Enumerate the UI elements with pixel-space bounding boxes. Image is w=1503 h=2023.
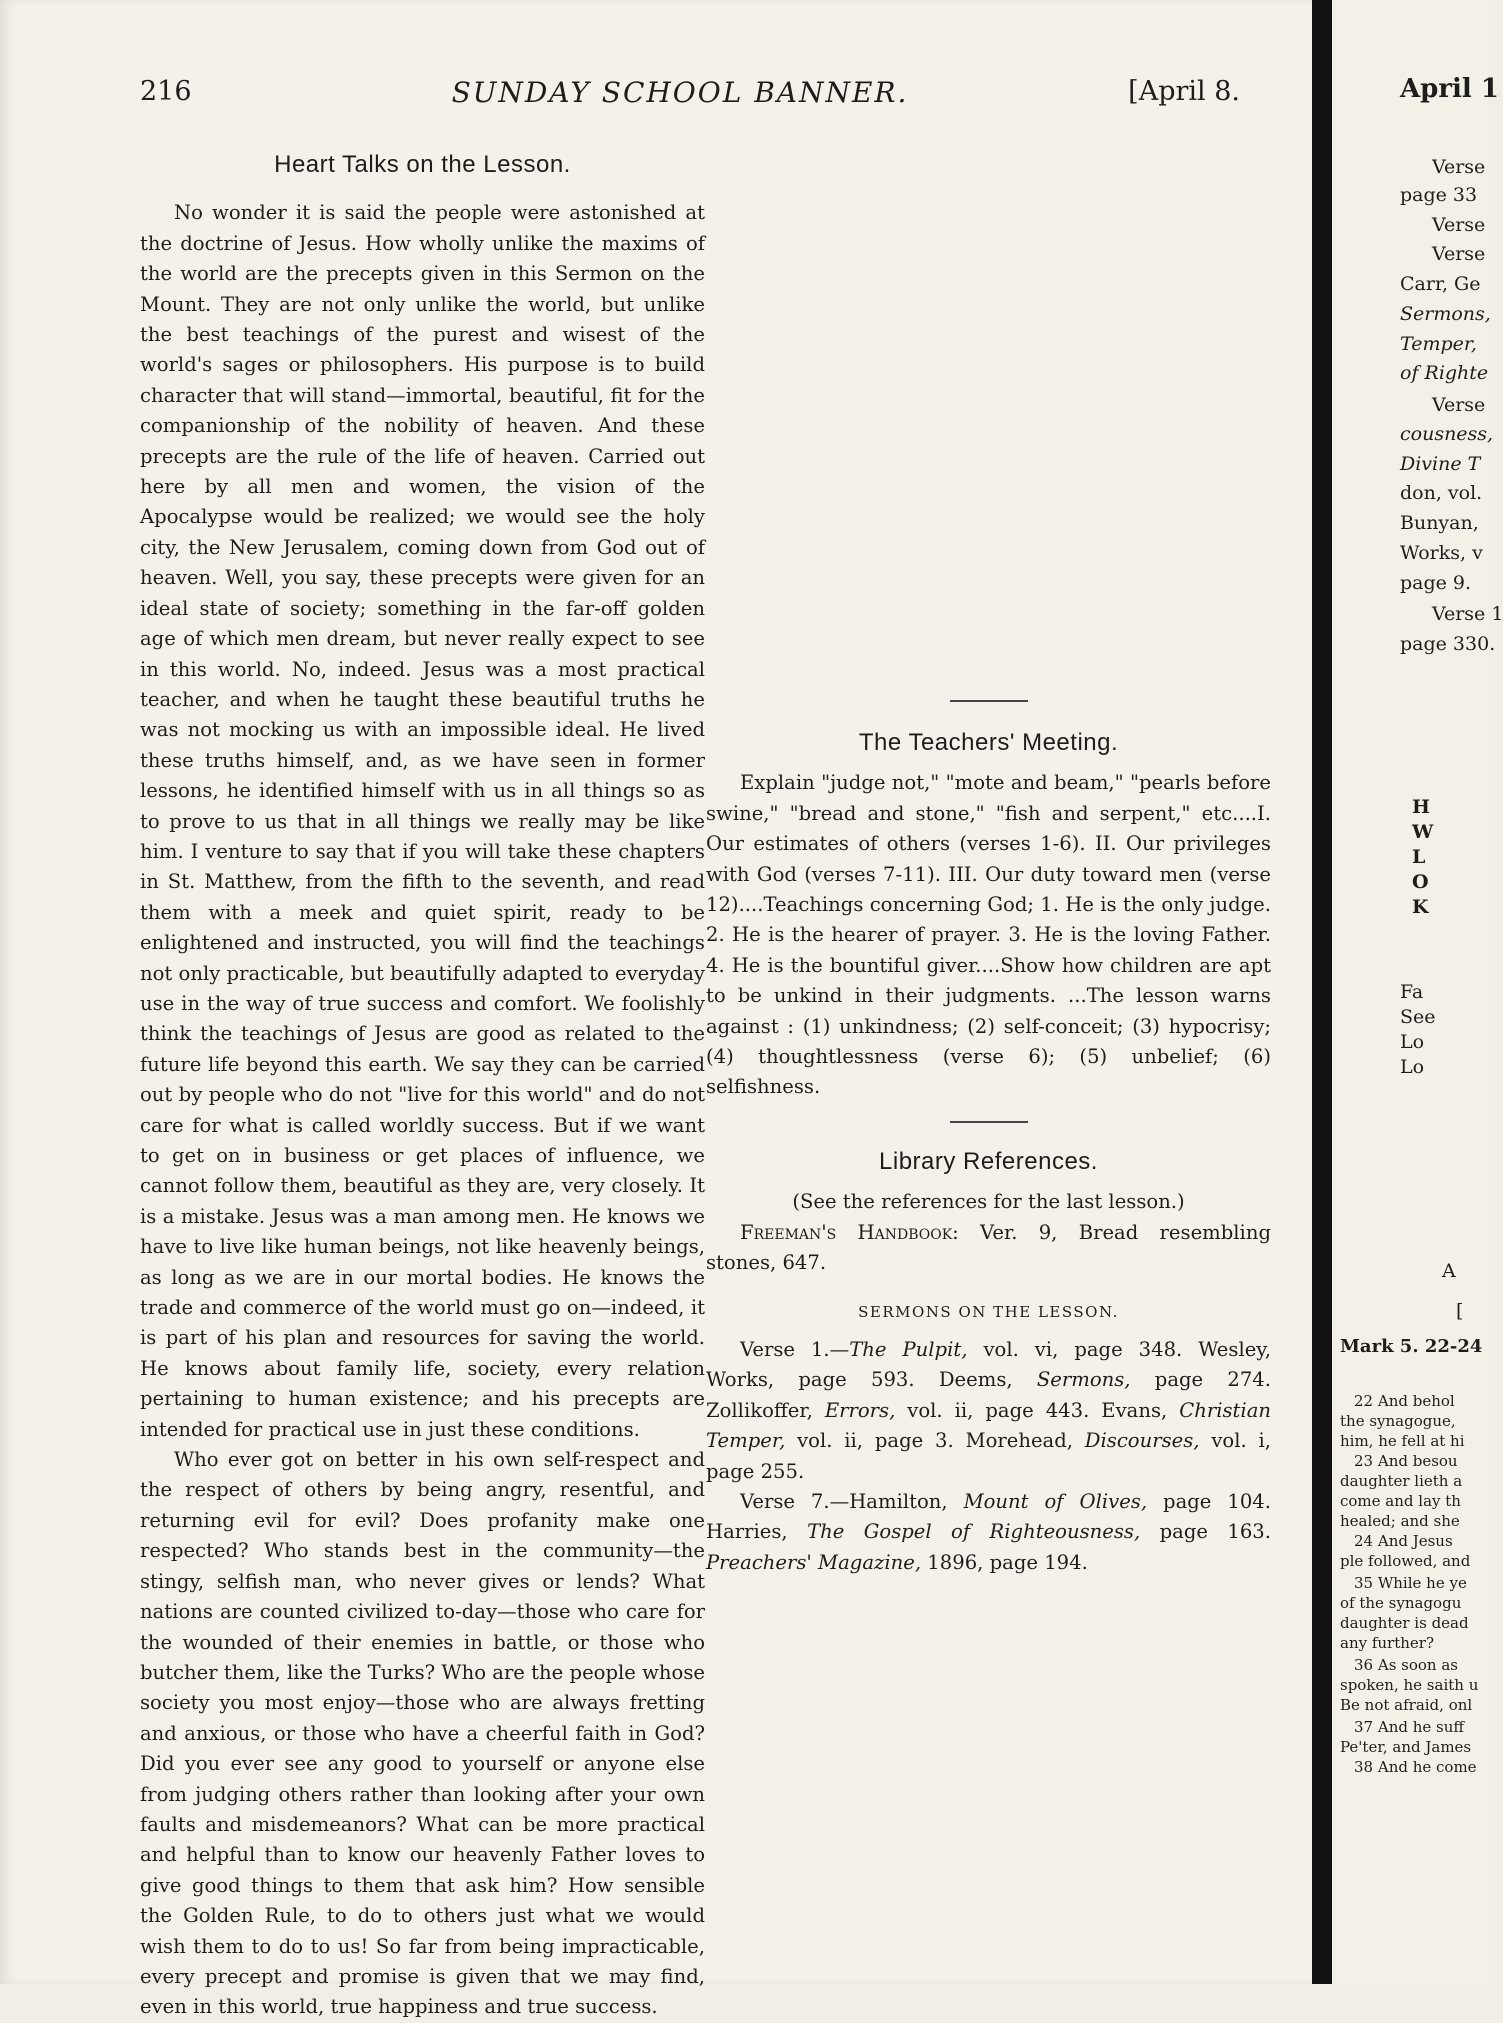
heart-talks-paragraph-2: Who ever got on better in his own self-respect and the respect of others by being angry, resentful, and returning evil for evil? Does profanity make one respected? Who stands best in the community—the stingy, selfish man, who never gives or lends? What nations are counted civilized to-day—those who care for the wounded of their enemies in battle, or those who butcher them, like the Turks? Who are the people whose society you most enjoy—those who are always fretting and anxious, or those who have a cheerful faith in God? Did you ever see any good to yourself or anyone else from judging others rather than looking after your own faults and misdemeanors? What can be more practical and helpful than to know our heavenly Father loves to give good things to them that ask him? How sensible the Golden Rule, to do to others just what we would wish them to do to us! So far from being impracticable, every precept and promise is given that we may find, even in this world, true happiness and true success. bbox=[140, 1448, 705, 2019]
ref-title: The Gospel of Righteousness, bbox=[807, 1520, 1141, 1544]
library-note: (See the references for the last lesson.) bbox=[792, 1190, 1185, 1214]
right-page-line: Verse bbox=[1432, 243, 1486, 265]
right-page-line: April 1 bbox=[1400, 74, 1499, 104]
right-page-line: Pe'ter, and James bbox=[1340, 1738, 1472, 1756]
right-column bbox=[706, 700, 1271, 1578]
right-page-line: daughter lieth a bbox=[1340, 1472, 1463, 1490]
right-page-line: A bbox=[1442, 1260, 1456, 1282]
right-page-line: spoken, he saith u bbox=[1340, 1676, 1479, 1694]
right-page-line: page 330. bbox=[1400, 633, 1496, 655]
right-page-line: page 33 bbox=[1400, 184, 1478, 206]
right-page-line: Sermons, bbox=[1400, 303, 1491, 325]
heart-talks-paragraph-1: No wonder it is said the people were astonished at the doctrine of Jesus. How wholly unlike the maxims of the world are the precepts given in this Sermon on the Mount. They are not only unlike the world, but unlike the best teachings of the purest and wisest of the world's sages or philosophers. His purpose is to build character that will stand—immortal, beautiful, fit for the companionship of the nobility of heaven. And these precepts are the rule of the life of heaven. Carried out here by all men and women, the vision of the Apocalypse would be realized; we would see the holy city, the New Jerusalem, coming down from God out of heaven. Well, you say, these precepts were given for an ideal state of society; something in the far-off golden age of which men dream, but never really expect to see in this world. No, indeed. Jesus was a most practical teacher, and when he taught these beautiful truths he was not mocking us with an impossible ideal. He lived these truths himself, and, as we have seen in former lessons, he identified himself with us in all things so as to prove to us that in all things we really may be like him. I venture to say that if you will take these chapters in St. Matthew, from the fifth to the seventh, and read them with a meek and quiet spirit, ready to be enlightened and instructed, you will find the teachings not only practicable, but beautifully adapted to everyday use in the way of true success and comfort. We foolishly think the teachings of Jesus are good as related to the future life beyond this earth. We say they can be carried out by people who do not "live for this world" and do not care for what is called worldly success. But if we want to get on in business or get places of influence, we cannot follow them, beautiful as they are, very closely. It is a mistake. Jesus was a man among men. He knows we have to live like human beings, not like heavenly beings, as long as we are in our mortal bodies. He knows the trade and commerce of the world must go on—indeed, it is part of his plan and resources for saving the world. He knows about family life, society, every relation pertaining to human existence; and his precepts are intended for practical use in just these conditions. bbox=[140, 201, 705, 1441]
right-page-line: him, he fell at hi bbox=[1340, 1432, 1465, 1450]
ref-text: page 274. Zollikoffer, bbox=[706, 1368, 1272, 1422]
right-page-line: See bbox=[1400, 1006, 1436, 1028]
right-page-line: page 9. bbox=[1400, 572, 1472, 594]
ref-text: vol. i, page 255. bbox=[706, 1429, 1271, 1483]
verse-7-references bbox=[706, 1487, 1271, 1578]
right-page-line: cousness, bbox=[1400, 423, 1494, 445]
right-page-line: healed; and she bbox=[1340, 1512, 1460, 1530]
right-page-line: 35 While he ye bbox=[1354, 1574, 1467, 1592]
teachers-meeting-heading: The Teachers' Meeting. bbox=[858, 729, 1119, 756]
right-page-line: Carr, Ge bbox=[1400, 273, 1481, 295]
right-page-line: 23 And besou bbox=[1354, 1452, 1458, 1470]
ref-title: Christian Temper, bbox=[706, 1398, 1271, 1453]
right-page-line: 24 And Jesus bbox=[1354, 1532, 1453, 1550]
right-page-line: H bbox=[1412, 796, 1430, 818]
right-page-line: Works, v bbox=[1400, 542, 1483, 564]
ref-title: Mount of Olives, bbox=[963, 1489, 1148, 1513]
right-page-line: Verse 1 bbox=[1432, 603, 1503, 625]
right-page-line: any further? bbox=[1340, 1634, 1435, 1652]
right-page-line: K bbox=[1412, 896, 1429, 918]
freeman-handbook-entry bbox=[706, 1218, 1271, 1279]
verse-1-references bbox=[706, 1335, 1271, 1487]
ref-text: vol. ii, page 443. Evans, bbox=[895, 1398, 1180, 1422]
right-page-line: the synagogue, bbox=[1340, 1412, 1456, 1430]
right-page-line: O bbox=[1412, 871, 1429, 893]
page-number: 216 bbox=[140, 76, 192, 107]
right-page-line: Verse bbox=[1432, 214, 1486, 236]
left-column bbox=[140, 150, 705, 2023]
ref-title: The Pulpit, bbox=[849, 1337, 968, 1361]
teachers-meeting-text: Explain "judge not," "mote and beam," "pearls before swine," "bread and stone," "fish and serpent," etc....I. Our estimates of others (verses 1-6). II. Our privileges with God (verses 7-11). III. Our duty toward men (verse 12)....Teachings concerning God; 1. He is the only judge. 2. He is the hearer of prayer. 3. He is the loving Father. 4. He is the bountiful giver....Show how children are apt to be unkind in their judgments. ...The lesson warns against : (1) unkindness; (2) self-conceit; (3) hypocrisy; (4) thoughtlessness (verse 6); (5) unbelief; (6) selfishness. bbox=[706, 771, 1271, 1099]
right-page-line: come and lay th bbox=[1340, 1492, 1461, 1510]
freeman-text: Ver. 9, Bread resembling stones, 647. bbox=[706, 1220, 1271, 1275]
right-page-line: 22 And behol bbox=[1354, 1392, 1455, 1410]
right-page-line: ple followed, and bbox=[1340, 1552, 1471, 1570]
right-page-line: of Righte bbox=[1400, 362, 1489, 384]
ref-title: Sermons, bbox=[1036, 1368, 1131, 1392]
sermons-heading: SERMONS ON THE LESSON. bbox=[858, 1302, 1119, 1321]
ref-title: Discourses, bbox=[1084, 1429, 1200, 1453]
section-divider bbox=[950, 700, 1028, 702]
right-page-line: Lo bbox=[1400, 1056, 1425, 1078]
right-page-line: W bbox=[1412, 821, 1434, 843]
right-page-line: Lo bbox=[1400, 1031, 1425, 1053]
right-page-line: Temper, bbox=[1400, 333, 1477, 355]
right-page-line: 38 And he come bbox=[1354, 1758, 1477, 1776]
right-page-line: don, vol. bbox=[1400, 482, 1483, 504]
right-page-line: [ bbox=[1456, 1300, 1464, 1322]
right-page-line: daughter is dead bbox=[1340, 1614, 1469, 1632]
heart-talks-heading: Heart Talks on the Lesson. bbox=[274, 151, 571, 178]
verse-1-lead: Verse 1.— bbox=[740, 1337, 850, 1361]
right-page-line: Bunyan, bbox=[1400, 512, 1479, 534]
right-page-line: 37 And he suff bbox=[1354, 1718, 1465, 1736]
ref-text: vol. vi, page 348. Wesley, Works, page 593. Deems, bbox=[706, 1337, 1272, 1392]
right-page-line: Mark 5. 22-24 bbox=[1340, 1336, 1483, 1357]
right-page-edge bbox=[1332, 0, 1503, 1984]
page-header bbox=[140, 76, 1240, 120]
right-page-line: L bbox=[1412, 846, 1426, 868]
library-references-heading: Library References. bbox=[879, 1147, 1098, 1175]
right-page-line: 36 As soon as bbox=[1354, 1656, 1458, 1674]
right-page-fragments bbox=[1332, 0, 1503, 1984]
ref-text: vol. ii, page 3. Morehead, bbox=[785, 1429, 1085, 1453]
ref-text: page 163. bbox=[1140, 1520, 1271, 1544]
verse-7-lead: Verse 7.—Hamilton, bbox=[740, 1489, 964, 1513]
ref-title: Preachers' Magazine, bbox=[706, 1550, 922, 1574]
right-page-line: Be not afraid, onl bbox=[1340, 1696, 1473, 1714]
right-page-line: Fa bbox=[1400, 981, 1424, 1003]
ref-text: page 104. Harries, bbox=[706, 1489, 1271, 1544]
right-page-line: of the synagogu bbox=[1340, 1594, 1462, 1612]
header-date: [April 8. bbox=[1128, 76, 1240, 107]
running-title: SUNDAY SCHOOL BANNER. bbox=[451, 76, 909, 109]
right-page-line: Divine T bbox=[1400, 453, 1481, 475]
ref-title: Errors, bbox=[824, 1398, 896, 1422]
right-page-line: Verse bbox=[1432, 156, 1486, 178]
ref-text: 1896, page 194. bbox=[921, 1550, 1088, 1574]
section-divider bbox=[950, 1121, 1028, 1123]
right-page-line: Verse bbox=[1432, 394, 1486, 416]
freeman-label: Freeman's Handbook: bbox=[740, 1220, 959, 1244]
